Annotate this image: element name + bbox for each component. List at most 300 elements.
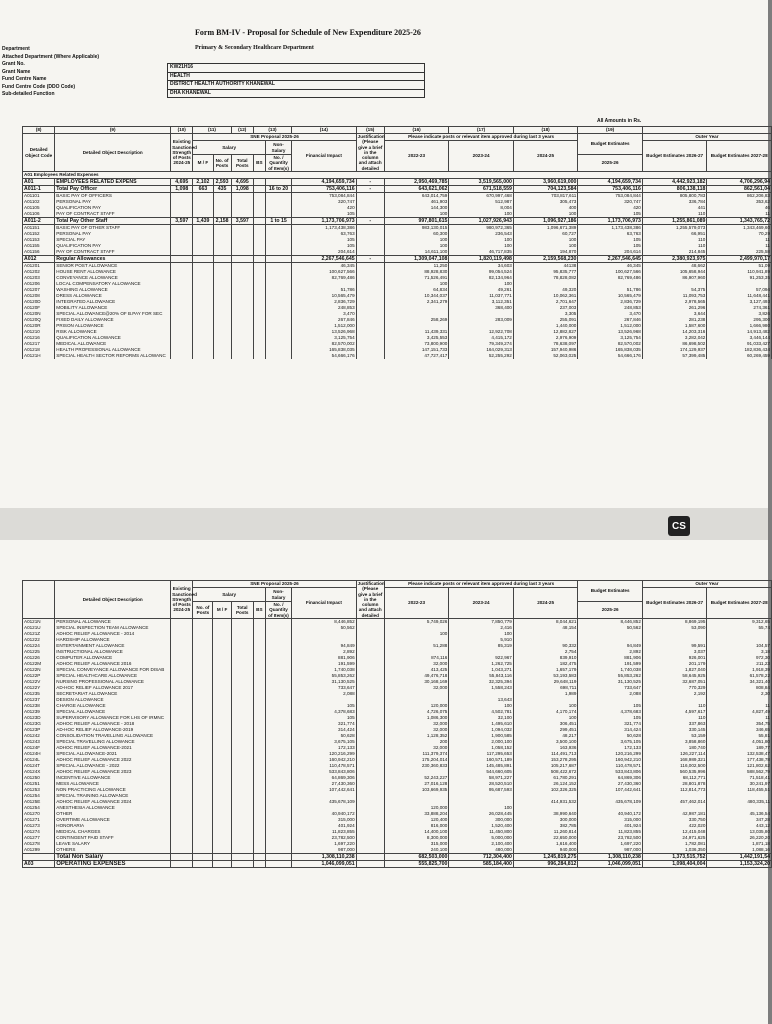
value-2024-25: 299,451	[513, 727, 578, 733]
object-description: BASIC PAY OF OTHER STAFF	[55, 225, 171, 232]
be-2027-28: 61,578,22	[707, 673, 772, 679]
justification	[356, 861, 384, 868]
object-code: A01239	[23, 709, 55, 715]
value-2023-24: 11,450,800	[449, 829, 514, 835]
page-gap	[0, 508, 768, 540]
value-2023-24: 1,900,585	[449, 733, 514, 739]
value-2022-23: 32,000	[384, 721, 449, 727]
financial-impact: 63,763	[292, 231, 357, 237]
object-description: SPECIAL CONVEYANCE ALLOWANCE FOR DISAB	[55, 667, 171, 673]
be-2027-28: 13,035,80	[707, 829, 772, 835]
value-2024-25: 163,936	[513, 745, 578, 751]
object-description: CONVEYANCE ALLOWANCE	[55, 275, 171, 281]
object-description: HONORARIA	[55, 823, 171, 829]
be-2027-28: 182,836,434	[707, 347, 772, 353]
value-2023-24: 85,319	[449, 643, 514, 649]
be-2027-28: 353,62	[707, 199, 772, 205]
header-budget-estimates: Budget Estimates	[578, 134, 643, 155]
value-2023-24: 544,660,605	[449, 769, 514, 775]
value-2022-23: 33,888,204	[384, 811, 449, 817]
value-2024-25: 1,096,927,186	[513, 218, 578, 225]
object-description: INTEGRATED ALLOWANCE	[55, 299, 171, 305]
value-2023-24: 670,997,468	[449, 193, 514, 200]
value-2025-26: 4,378,683	[578, 709, 643, 715]
object-code: A01274	[23, 829, 55, 835]
financial-impact: 420	[292, 205, 357, 211]
value-2023-24: 58,971,227	[449, 775, 514, 781]
object-code: A0123G	[23, 721, 55, 727]
financial-impact: 2,267,546,645	[292, 256, 357, 263]
header-bs: BS	[253, 602, 265, 619]
value-2024-25: 182,475	[513, 661, 578, 667]
object-code: A0122P	[23, 673, 55, 679]
be-2026-27: 337,863	[642, 721, 707, 727]
value-2022-23: 51,288	[384, 643, 449, 649]
value-2022-23: 100	[384, 211, 449, 218]
financial-impact: 320,747	[292, 199, 357, 205]
value-2023-24: 1,027,926,943	[449, 218, 514, 225]
header-be-2026: Budget Estimates 2026-27	[642, 141, 707, 172]
object-code: A0122V	[23, 679, 55, 685]
financial-impact: 733,647	[292, 685, 357, 691]
be-2027-28: 3,446,144	[707, 335, 772, 341]
object-code: A01155	[23, 243, 55, 249]
row-label: OPERATING EXPENSES	[55, 861, 171, 868]
financial-impact: 105	[292, 237, 357, 243]
object-description: QUALIFICATION ALLOWANCE	[55, 335, 171, 341]
value-2025-26: 753,084,844	[578, 193, 643, 200]
financial-impact: 881,906	[292, 655, 357, 661]
be-2026-27: 32,687,051	[642, 679, 707, 685]
object-code: A01271	[23, 817, 55, 823]
value-2025-26: 435,678,109	[578, 799, 643, 805]
object-description: MOBILITY ALLOWANCE	[55, 305, 171, 311]
header-row	[23, 581, 772, 588]
value-2022-23: 983,130,015	[384, 225, 449, 232]
value-2024-25: 3,960,619,000	[513, 179, 578, 186]
financial-impact: 105	[292, 243, 357, 249]
value-2023-24: 4,502,781	[449, 709, 514, 715]
value-2025-26: 105	[578, 237, 643, 243]
empty-cell	[231, 861, 253, 868]
be-2026-27: 441	[642, 205, 707, 211]
object-code: A01235	[23, 691, 55, 697]
financial-impact: 3,470	[292, 311, 357, 317]
be-2026-27: 86,698,502	[642, 341, 707, 347]
be-2026-27: 330,145	[642, 727, 707, 733]
total-posts: 4,695	[231, 179, 253, 186]
financial-impact: 13,526,968	[292, 329, 357, 335]
object-description: ADHOC RELIEF ALLOWANCE 2016	[55, 661, 171, 667]
header-year: 2024-25	[513, 588, 578, 619]
be-2026-27: 42,987,181	[642, 811, 707, 817]
value-2025-26: 2,892	[578, 649, 643, 655]
value-2023-24: 145,485,891	[449, 763, 514, 769]
object-code: A01102	[23, 199, 55, 205]
value-2024-25: 8,044,621	[513, 619, 578, 626]
financial-impact: 2,892	[292, 649, 357, 655]
be-2026-27: 2,978,565	[642, 299, 707, 305]
bs-cell	[253, 186, 265, 193]
value-2022-23: 30,168,169	[384, 679, 449, 685]
value-2023-24: 980,972,365	[449, 225, 514, 232]
total-posts	[231, 256, 253, 263]
financial-impact: 267,846	[292, 317, 357, 323]
financial-impact: 435,678,109	[292, 799, 357, 805]
empty-cell	[171, 861, 193, 868]
value-2022-23: 1,086,300	[384, 715, 449, 721]
be-2027-28: 11,648,441	[707, 293, 772, 299]
value-2023-24: 1,043,271	[449, 667, 514, 673]
financial-impact: 987,000	[292, 847, 357, 854]
value-2023-24: 3,519,565,000	[449, 179, 514, 186]
financial-impact: 2,836,729	[292, 299, 357, 305]
value-2024-25: 1,440,000	[513, 323, 578, 329]
be-2026-27: 54,375	[642, 287, 707, 293]
value-2024-25: 90,332	[513, 643, 578, 649]
be-2026-27: 110	[642, 715, 707, 721]
be-2026-27: 1,373,515,752	[642, 854, 707, 861]
object-code: A01254	[23, 793, 55, 799]
object-description: ADHOC RELIEF ALLOWANCE 2022	[55, 757, 171, 763]
value-2025-26: 420	[578, 205, 643, 211]
be-2027-28: 808,84	[707, 685, 772, 691]
object-description: QUALIFICATION PAY	[55, 205, 171, 211]
posts-m: 1,439	[193, 218, 213, 225]
object-code: A01254	[23, 805, 55, 811]
financial-impact: 54,666,176	[292, 353, 357, 359]
object-code: A01151	[23, 225, 55, 232]
object-description: PERSONAL PAY	[55, 231, 171, 237]
value-2025-26: 105	[578, 703, 643, 709]
value-2022-23: 8,300,000	[384, 835, 449, 841]
value-2024-25: 1,657,179	[513, 667, 578, 673]
value-2025-26: 165,838,035	[578, 347, 643, 353]
quantity-cell	[265, 353, 291, 359]
header-be-2027: Budget Estimates 2027-28	[707, 141, 772, 172]
value-2024-25: 305,473	[513, 199, 578, 205]
header-code	[23, 581, 55, 619]
be-2027-28: 177,438,78	[707, 757, 772, 763]
value-2023-24: 32,325,394	[449, 679, 514, 685]
object-description: SUPERVISORY ALLOWANCE FOR LHS OF IRMNC	[55, 715, 171, 721]
value-2022-23: 100	[384, 281, 449, 287]
expenditure-table-1	[22, 126, 772, 359]
value-2025-26: 191,599	[578, 661, 643, 667]
be-2026-27: 4,597,617	[642, 709, 707, 715]
be-2027-28: 3,127,493	[707, 299, 772, 305]
object-description: EMPLOYEES RELATED EXPENS	[55, 179, 171, 186]
be-2027-28: 91,033,427	[707, 341, 772, 347]
object-code: A0121N	[23, 619, 55, 626]
value-2024-25: 2,701,647	[513, 299, 578, 305]
value-2022-23: 120,000	[384, 703, 449, 709]
value-2023-24: 1,262,725	[449, 661, 514, 667]
object-code: A0124H	[23, 751, 55, 757]
bs-cell	[253, 353, 265, 359]
total-posts: 3,597	[231, 218, 253, 225]
header-justification: Justification (Please give a brief in the column and attach detailed	[357, 134, 385, 171]
be-2027-28: 4,706,296,94	[707, 179, 772, 186]
header-year: 2023-24	[449, 141, 514, 172]
object-code: A01238	[23, 703, 55, 709]
be-2026-27: 926,001	[642, 655, 707, 661]
be-2027-28: 26,220,20	[707, 835, 772, 841]
be-2026-27: 24,971,625	[642, 835, 707, 841]
value-2023-24: 82,134,964	[449, 275, 514, 281]
be-2026-27: 66,951	[642, 231, 707, 237]
header-justification: Justification (Please give a brief in the column and attach detailed	[357, 581, 385, 618]
object-description: HEALTH PROFESSIONAL ALLOWANCE	[55, 347, 171, 353]
be-2027-28: 34,321,40	[707, 679, 772, 685]
object-description: MEDICAL ALLOWANCE	[55, 341, 171, 347]
be-2027-28: 121,802,62	[707, 763, 772, 769]
value-2025-26: 94,849	[578, 643, 643, 649]
object-code: A01202	[23, 269, 55, 275]
financial-impact: 8,446,852	[292, 619, 357, 626]
col-num: (8)	[23, 127, 55, 134]
value-2023-24: 95,687,593	[449, 787, 514, 793]
table-row	[23, 218, 772, 225]
value-2024-25: 38,990,640	[513, 811, 578, 817]
value-2022-23: 64,834	[384, 287, 449, 293]
be-2026-27: 2,192	[642, 691, 707, 697]
be-2027-28: 11	[707, 211, 772, 218]
header-year: 2024-25	[513, 141, 578, 172]
object-description: ADHOC RELIEF ALLOWANCE 2024	[55, 799, 171, 805]
object-description: OTHER	[55, 811, 171, 817]
object-code: A0121Z	[23, 631, 55, 637]
value-2023-24: 46,717,835	[449, 249, 514, 256]
object-description: HOUSE RENT ALLOWANCE	[55, 269, 171, 275]
be-2027-28: 9,312,65	[707, 619, 772, 626]
value-2022-23: 643,014,759	[384, 193, 449, 200]
value-2024-25: 237,003	[513, 305, 578, 311]
be-2027-28: 1,442,191,54	[707, 854, 772, 861]
object-code: A01222	[23, 637, 55, 643]
value-2025-26: 82,769,486	[578, 275, 643, 281]
value-2025-26: 320,747	[578, 199, 643, 205]
be-2027-28: 45,136,54	[707, 811, 772, 817]
header-non-salary: Non-Salary	[265, 588, 291, 602]
financial-impact: 753,084,844	[292, 193, 357, 200]
value-2024-25: 95,835,777	[513, 269, 578, 275]
row-label: Total Non Salary	[55, 854, 171, 861]
object-description: ANESTHESIA ALLOWANCE	[55, 805, 171, 811]
value-2025-26: 267,846	[578, 317, 643, 323]
value-2022-23: 1,128,352	[384, 733, 449, 739]
value-2022-23: 2,950,469,785	[384, 179, 449, 186]
be-2027-28: 972,30	[707, 655, 772, 661]
be-2026-27: 28,801,878	[642, 781, 707, 787]
object-code: A01	[23, 179, 55, 186]
object-code: A01101	[23, 193, 55, 200]
object-description: SECRETARIAT ALLOWANCE	[55, 691, 171, 697]
be-2026-27: 805,800,783	[642, 193, 707, 200]
header-value: HEALTH	[167, 72, 425, 81]
value-2023-24: 52,255,292	[449, 353, 514, 359]
col-num: (9)	[55, 127, 171, 134]
value-2022-23: 413,425	[384, 667, 449, 673]
header-year: 2022-23	[384, 141, 449, 172]
financial-impact: 120,216,299	[292, 751, 357, 757]
be-2027-28: 3,18	[707, 649, 772, 655]
existing-strength: 3,597	[171, 218, 193, 225]
be-2026-27: 422,020	[642, 823, 707, 829]
value-2022-23: 874,116	[384, 655, 449, 661]
value-2024-25: 1,245,819,275	[513, 854, 578, 861]
be-2027-28: 57,094	[707, 287, 772, 293]
object-code: A0121U	[23, 625, 55, 631]
value-2025-26: 8,446,852	[578, 619, 643, 626]
be-2026-27: 1,098,404,004	[642, 861, 707, 868]
value-2023-24: 32,100	[449, 715, 514, 721]
value-2025-26: 314,424	[578, 727, 643, 733]
object-description: LEAVE SALARY	[55, 841, 171, 847]
value-2024-25: 114,491,713	[513, 751, 578, 757]
be-2027-28: 71,518,41	[707, 775, 772, 781]
object-code: A01210	[23, 329, 55, 335]
value-2024-25: 2,159,568,230	[513, 256, 578, 263]
be-2027-28: 1,088,16	[707, 847, 772, 854]
object-description: SPECIAL INSPECTION TEAM ALLOWANCE	[55, 625, 171, 631]
object-code: A0125E	[23, 799, 55, 805]
object-description: MEDICAL CHARGES	[55, 829, 171, 835]
object-description: AD-HOC RELIEF ALLOWANCE 2017	[55, 685, 171, 691]
financial-impact: 401,924	[292, 823, 357, 829]
object-code: A01217	[23, 341, 55, 347]
value-2024-25: 2,976,909	[513, 335, 578, 341]
value-2025-26: 315,000	[578, 817, 643, 823]
object-description: ADHOC RELIEF ALLOWANCE 2023	[55, 769, 171, 775]
object-description: NURSING PROFESSIONAL ALLOWANCE	[55, 679, 171, 685]
value-2024-25: 153,278,295	[513, 757, 578, 763]
be-2026-27: 105,658,944	[642, 269, 707, 275]
value-2024-25: 255,091	[513, 317, 578, 323]
object-description: ADHOC RELIEF ALLOWANCE-2021	[55, 745, 171, 751]
value-2022-23: 11,439,331	[384, 329, 449, 335]
object-code: A0123P	[23, 727, 55, 733]
value-2024-25: 48,217	[513, 733, 578, 739]
value-2024-25: 60,727	[513, 231, 578, 237]
be-2026-27: 110	[642, 237, 707, 243]
value-2025-26: 3,125,754	[578, 335, 643, 341]
be-2026-27: 12,415,048	[642, 829, 707, 835]
quantity-cell: 1 to 15	[265, 218, 291, 225]
be-2026-27: 1,255,579,073	[642, 225, 707, 232]
value-2022-23: 60,300	[384, 231, 449, 237]
be-2027-28: 1,343,469,60	[707, 225, 772, 232]
object-code: A0124F	[23, 745, 55, 751]
justification	[356, 353, 384, 359]
posts-f	[213, 256, 231, 263]
be-2026-27: 3,644	[642, 311, 707, 317]
value-2023-24: 3,112,351	[449, 299, 514, 305]
posts-f: 2,158	[213, 218, 231, 225]
value-2024-25: 61,780,291	[513, 775, 578, 781]
object-description: PERSONAL ALLOWANCE	[55, 619, 171, 626]
object-description: RISK ALLOWANCE	[55, 329, 171, 335]
header-label: Sub-detailed Function	[2, 91, 55, 97]
be-2026-27: 1,587,600	[642, 323, 707, 329]
value-2024-25: 48,154	[513, 625, 578, 631]
value-2025-26: 105	[578, 211, 643, 218]
financial-impact: 55,853,262	[292, 673, 357, 679]
be-2026-27: 261,296	[642, 305, 707, 311]
header-labels	[2, 46, 162, 99]
be-2026-27: 53,090	[642, 625, 707, 631]
object-description: OVERTIME ALLOWANCE	[55, 817, 171, 823]
value-2024-25: 100	[513, 715, 578, 721]
value-2025-26: 172,133	[578, 745, 643, 751]
header-label: Grant No.	[2, 61, 25, 67]
value-2022-23: 5,749,026	[384, 619, 449, 626]
object-code: A01299	[23, 847, 55, 854]
value-2025-26: 63,763	[578, 231, 643, 237]
value-2024-25: 105,217,687	[513, 763, 578, 769]
value-2023-24: 13,643	[449, 697, 514, 703]
value-2024-25: 703,817,611	[513, 193, 578, 200]
object-code: A01253	[23, 787, 55, 793]
header-label: Grant Name	[2, 68, 31, 75]
object-description: INCENTIVE ALLOWANCE	[55, 775, 171, 781]
financial-impact: 107,442,641	[292, 787, 357, 793]
col-num	[642, 127, 771, 134]
financial-impact: 31,130,525	[292, 679, 357, 685]
be-2027-28: 1,666,980	[707, 323, 772, 329]
object-description: AD-HOC RELIEF ALLOWANCE-2019	[55, 727, 171, 733]
financial-impact: 248,853	[292, 305, 357, 311]
be-2026-27: 806,138,118	[642, 186, 707, 193]
value-2023-24: 34,603	[449, 263, 514, 270]
financial-impact: 3,125,754	[292, 335, 357, 341]
be-2026-27: 1,036,350	[642, 847, 707, 854]
value-2023-24: 100	[449, 805, 514, 811]
value-2024-25: 194,870	[513, 249, 578, 256]
total-posts	[231, 353, 253, 359]
object-code: A01201	[23, 263, 55, 270]
value-2025-26: 753,406,116	[578, 186, 643, 193]
value-2022-23: 10,344,037	[384, 293, 449, 299]
header-quantity: No. / Quantity of Item(s)	[265, 155, 291, 172]
header-m: M / F	[193, 155, 213, 172]
be-2026-27: 11,093,753	[642, 293, 707, 299]
object-description: SPECIAL ALLOWANCE-2021	[55, 751, 171, 757]
value-2023-24: 671,518,559	[449, 186, 514, 193]
empty-cell	[193, 861, 213, 868]
value-2025-26: 2,267,546,645	[578, 256, 643, 263]
value-2022-23: 682,503,000	[384, 854, 449, 861]
financial-impact: 4,194,659,734	[292, 179, 357, 186]
value-2023-24: 100	[449, 703, 514, 709]
header-label: Attached Department (Where Applicable)	[2, 53, 100, 60]
value-2022-23: 71,526,491	[384, 275, 449, 281]
form-title: Form BM-IV - Proposal for Schedule of New Expenditure 2025-26	[195, 28, 421, 37]
value-2025-26: 4,194,659,734	[578, 179, 643, 186]
header-salary: Salary	[193, 141, 266, 155]
header-label: Department	[2, 46, 30, 52]
financial-impact: 4,378,683	[292, 709, 357, 715]
be-2027-28: 11	[707, 237, 772, 243]
object-description: LOCAL COMPENSATORY ALLOWANCE	[55, 281, 171, 287]
be-2027-28: 588,562,79	[707, 769, 772, 775]
object-code: A0124T	[23, 763, 55, 769]
header-outer-year: Outer Year	[642, 581, 771, 588]
be-2027-28: 480,335,11	[707, 799, 772, 805]
value-2024-25: 52,063,025	[513, 353, 578, 359]
value-2024-25: 11,260,814	[513, 829, 578, 835]
object-code: A0124X	[23, 769, 55, 775]
